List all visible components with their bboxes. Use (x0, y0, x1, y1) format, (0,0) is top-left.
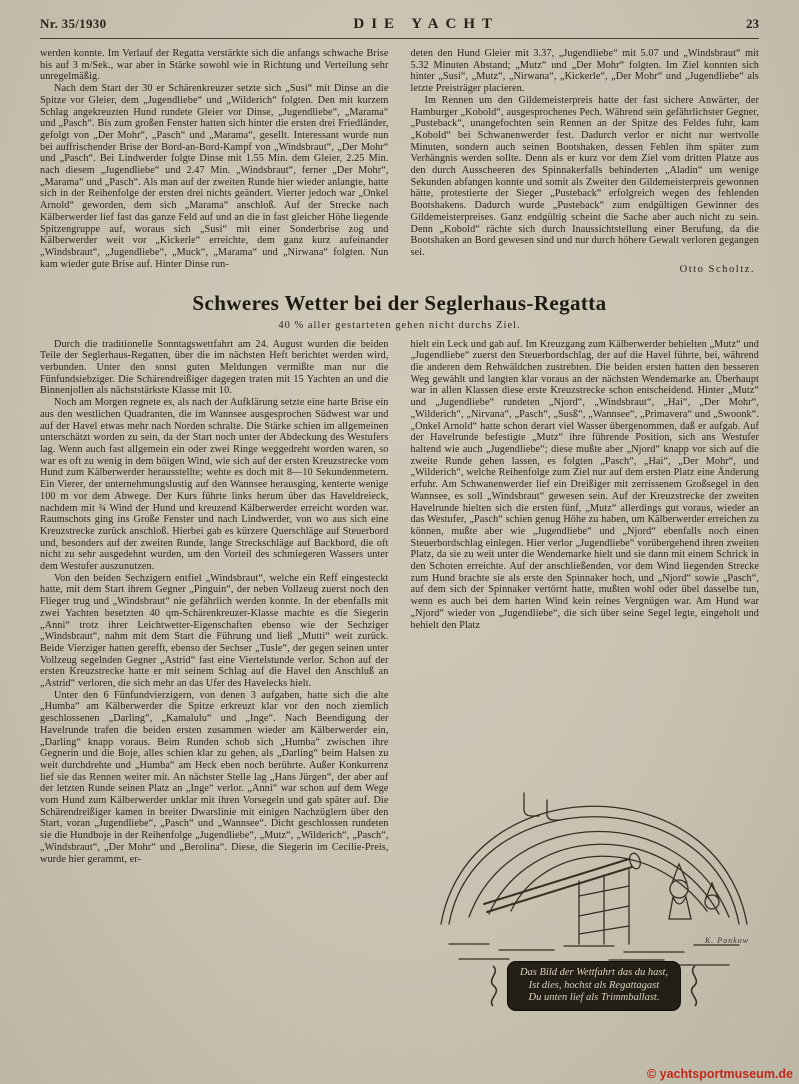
article-headline: Schweres Wetter bei der Seglerhaus-Regatta (192, 290, 607, 315)
caption-line-1: Das Bild der Wettfahrt das du hast, (519, 967, 669, 979)
main-left-column (40, 339, 389, 1011)
header-rule (40, 38, 759, 39)
paragraph: Von den beiden Sechzigern entfiel „Windsbraut“, welche ein Reff eingesteckt hatte, mit dem Start ihrem Gegner „Pinguin“, der neben Vollzeug zuerst noch den Flieger trug und „Windsbraut“ nie gefährlich werden konnte. In der ebenfalls mit zwei Yachten besetzten 40 qm-Schärenkreuzer-Klasse machte es die Siegerin „Anni“ trotz ihrer Leichtwetter-Eigenschaften ebenso wie der Sechziger „Windsbraut“, nahm mit dem Start die Führung und ließ „Mutti“ weit zurück. Beide Vierziger hatten gerefft, ebenso der Sechser „Tusle“, der gegen seinen unter Vollzeug segelnden Gegner „Astrid“ fast eine Viertelstunde verlor. Schon auf der ersten Kreuzstrecke hatte er mit seinem Schlag auf die Havel den Anschluß an „Astrid“ verloren, die sich mehr an das Ufer des Havelecks hielt. (40, 572, 389, 690)
issue-number: Nr. 35/1930 (40, 16, 107, 31)
page-number: 23 (746, 16, 759, 31)
illustration-figure (429, 739, 759, 1011)
paragraph: deten den Hund Gleier mit 3.37, „Jugendliebe“ mit 5.07 und „Windsbraut“ mit 5.32 Minuten Abstand; „Mutz“ und „Der Mohr“ folgten. Im Ziel konnten sich hinter „Susi“, „Mutz“, „Nirwana“, „Kickerle“, „Der Mohr“ und „Jugendliebe“ als letzte Preisträger placieren. (410, 48, 759, 95)
paragraph: Im Rennen um den Gildemeisterpreis hatte der fast sichere Anwärter, der Hamburger „Kobold“, ausgesprochenes Pech. Während sein gefährlichster Gegner, „Pusteback“, unangefochten sein Rennen an der Spitze des Feldes fuhr, kam „Kobold“ bei Schwanenwerder fest. Dadurch verlor er nicht nur wertvolle Minuten, sondern auch seinen Bootshaken, dessen Fehlen ihm später zum Verhängnis werden sollte. Denn als er kurz vor dem Ziel vom dritten Platze aus den durch Ausscheeren des Spinnakerfalls behinderten „Aladin“ um wenige Sekunden abfangen konnte und somit als Zweiter den Gildemeisterpreis gewonnen hätte, protestierte der Sieger „Pusteback“ erfolgreich wegen des fehlenden Bootshakens. Dadurch wurde „Pusteback“ zum endgültigen Gewinner des Gildemeisterpreises. Ganz endgültig scheint die Sache aber auch nicht zu sein. Denn „Kobold“ rächte sich durch Inaussichtstellung einer Berufung, da die Bootshaken an Bord gewesen sind und nur durch höhere Gewalt verloren gegangen sei. (410, 94, 759, 258)
paragraph: Durch die traditionelle Sonntagswettfahrt am 24. August wurden die beiden Teile der Seglerhaus-Regatten, über die im nächsten Heft berichtet werden wird, verbunden. Unter den sonst guten Meldungen vermißte man nur die Fünfundsiebziger. Die Schärendreißiger dagegen traten mit 15 Yachten an und die Binnenjollen als nächststärkste Klasse mit 10. (40, 338, 389, 397)
author-byline: Otto Scholtz. (679, 263, 755, 275)
watermark: © yachtsportmuseum.de (646, 1067, 793, 1081)
top-right-column (411, 48, 760, 275)
illustrator-signature: K. Pankow (704, 935, 749, 945)
seahorse-right-icon (686, 964, 704, 1008)
paragraph: Nach dem Start der 30 er Schärenkreuzer setzte sich „Susi“ mit Dinse an die Spitze vor Gleier, dem „Jugendliebe“ und „Wilderich“ folgten. Den mit kurzem Schlag angekreuzten Hund rundete Gleier vor Dinse, „Jugendliebe“, „Marama“ und „Pasch“. Bis zum großen Fenster hatten sich hinter die ersten drei Friedländer, gefolgt von „Der Mohr“, „Pasch“ und „Marama“, gesellt. Interessant wurde nun bei auffrischender Brise der Bord-an-Bord-Kampf von „Windsbraut“, „Der Mohr“ und „Pasch“. Bei Lindwerder folgte Dinse mit 1.55 Min. dem Gleier, 2.25 Min. nach diesem „Jugendliebe“ und 2.47 Min. „Windsbraut“, ferner „Der Mohr“, „Marama“ und „Pasch“. Als man auf der zweiten Runde hier wieder anlangte, hatte sich in der Reihenfolge der ersten drei nichts geändert. Vierter jedoch war „Onkel Arnold“ geworden, dem sich „Marama“ anschloß. Auf der Strecke nach Kälberwerder lief fast das ganze Feld auf und an die in fast gleicher Höhe liegende Spitzengruppe auf, woraus sich „Susi“ mit einer Sonderbrise zog und Kälberwerder weit vor „Kickerle“ erreichte, dem ganz kurz aufeinander „Windsbraut“, „Jugendliebe“, „Muck“, „Marama“ und „Nirwana“ folgten. Nun kam wieder gute Brise auf. Hinter Dinse run- (40, 83, 389, 270)
seahorse-left-icon (484, 964, 502, 1008)
caption-text (507, 961, 681, 1011)
headline-block (0, 291, 799, 331)
caption-line-3: Du unten lief als Trimmballast. (528, 992, 660, 1004)
paragraph: hielt ein Leck und gab auf. Im Kreuzgang zum Kälberwerder behielten „Mutz“ und „Jugendliebe“ zuerst den Steuerbordschlag, der auf die Havel führte, bei, während die anderen dem Rehwäldchen zustrebten. Die beiden ersten hatten den besseren Weg gewählt und langten klar voraus an der nächsten Wendemarke an. Überhaupt war in allen Klassen diese erste Kreuzstrecke schon entscheidend. Hinter „Mutz“ und „Jugendliebe“ rundeten „Njord“, „Windsbraut“, „Hai“, „Der Mohr“, „Wilderich“, „Nirvana“, „Pasch“, „Susß“, „Wannsee“, „Primavera“ und „Swoonk“. „Onkel Arnold“ hatte schon derart viel Wasser übergenommen, daß er aufgab. Auf der Havelrunde befestigte „Mutz“ ihre führende Position, sich ans Westufer haltend wie auch „Jugendliebe“; diese mußte aber „Njord“ knapp vor sich auf die zweite Runde gehen lassen, es folgten „Pasch“, „Hai“, „Der Mohr“, und „Wilderich“, welche Reihenfolge zum Ziel nur auf dem ersten Platz eine Änderung erfuhr. Am Schwanenwerder lief ein Dreißiger mit zerrissenem Großsegel in den Wannsee, es soll „Windsbraut“ gewesen sein. Auf der Kreuzstrecke der zweiten Havelrunde hielten sich die ersten fünf, „Mutz“ allerdings gut voraus, wieder an das Westufer, „Pasch“ schien genug Höhe zu haben, um Kälberwerder erreichen zu können, mußte aber wie „Jugendliebe“ und „Njord“ ebenfalls noch einen Steuerbordschlag einlegen. Hier verlor „Jugendliebe“ vorübergehend ihren zweiten Platz, da sie zu weit unter die Wendemarke hielt und sie dann mit einem Schrick in den Schoten erreichte. Auf der anschließenden, vor dem Wind liegenden Strecke zum Hund brachte sie als erste den Spinnaker hoch, und „Njord“ sowie „Pasch“, auf dem sich der Spinnaker vertörnt hatte, mußten wohl oder übel dasselbe tun, wenn es auch bei dem harten Wind kein reines Vergnügen war. Am Hund war „Njord“ wieder von „Jugendliebe“, die sich über seine Segel legte, eingeholt und behielt den Platz (410, 338, 759, 631)
main-right-column (411, 339, 760, 1011)
article-subhead: 40 % aller gestarteten gehen nicht durchs Ziel. (278, 319, 521, 331)
top-article (0, 48, 799, 275)
main-article (0, 339, 799, 1011)
illustration-caption (484, 961, 704, 1011)
masthead (0, 0, 799, 38)
top-left-column (40, 48, 389, 275)
paragraph: Noch am Morgen regnete es, als nach der Aufklärung setzte eine harte Brise ein aus den westlichen Quadranten, die im Wannsee ausgesprochen Südwest war und auf der Havel etwas mehr nach Norden schralte. Die Stärke schien im allgemeinen unterschätzt worden zu sein, da der Start noch unter der Abdeckung des Westufers lag. Wenn auch fast allgemein ein oder zwei Ringe weggedreht worden waren, so war es oft zu wenig in dem böigen Wind, wie sich auf der ersten Kreuzstrecke vom Hund zum Kälberwerder herausstellte; wehte es doch mit 8—10 Sekundenmetern. Ein Vierer, der unternehmungslustig auf den Wannsee herausging, kenterte wenige 100 m vor dem Abwege. Der Kurs führte links herum über das Haveldreieck, nachdem mit ¾ Wind der Hund und kreuzend Kälberwerder erreicht worden war. Raumschots ging ins Große Fenster und nach Lindwerder, von wo aus sich eine Kreuzstrecke zurück anschloß. Hierbei gab es kürzere Querschläge auf Steuerbord und, besonders auf der zweiten Runde, lange Streckschläge auf Backbord, die oft nicht zu sehr ausgedehnt wurden, um den Vorteil des schmiegeren Wassers unter dem Westufer auszunutzen. (40, 397, 389, 573)
caption-line-2: Ist dies, hochst als Regattagast (528, 979, 660, 991)
regatta-cartoon-drawing (429, 739, 759, 989)
paragraph: werden konnte. Im Verlauf der Regatta verstärkte sich die anfangs schwache Brise bis auf 3 m/Sek., war aber in Stärke sowohl wie in Richtung und Verteilung sehr unregelmäßig. (40, 48, 389, 83)
journal-title: DIE YACHT (353, 16, 500, 32)
main-right-text (411, 339, 760, 731)
paragraph: Unter den 6 Fünfundvierzigern, von denen 3 aufgaben, hatte sich die alte „Humba“ am Kälberwerder die Spitze erkreuzt klar vor den noch ziemlich geschlossenen „Darling“, „Kamalulu“ und „Inge“. Nach Beendigung der Havelrunde trafen die beiden ersten zusammen wieder am Kälberwerder ein, „Darling“ knapp voraus. Beim Runden schob sich „Humba“ zwischen ihre Gegnerin und die Boje, alles schien klar zu gehen, als „Darling“ beim Halsen zu weit durchdrehte und „Humba“ am Heck eben noch berührte. Außer Konkurrenz lief sie das Rennen weiter mit. An nächster Stelle lag „Hans Jürgen“, der aber auf der letzten Runde seinen Platz an „Inge“ verlor. „Anni“ war schon auf dem Wege vom Hund zum Kälberwerder unklar mit ihren Vorsegeln und gab später auf. Die Schärendreißiger kamen in breiter Dwarslinie mit einigen Nachzüglern über den Start, voran „Jugendliebe“, „Pasch“ und „Wannsee“. Dicht geschlossen rundeten sie die Hundboje in der Reihenfolge „Jugendliebe“, „Mutz“, „Wilderich“, „Pasch“, „Windsbraut“, „Der Mohr“ und „Berolina“. Diese, die Siegerin im Cecilie-Preis, wurde hier gerammt, er- (40, 689, 389, 865)
